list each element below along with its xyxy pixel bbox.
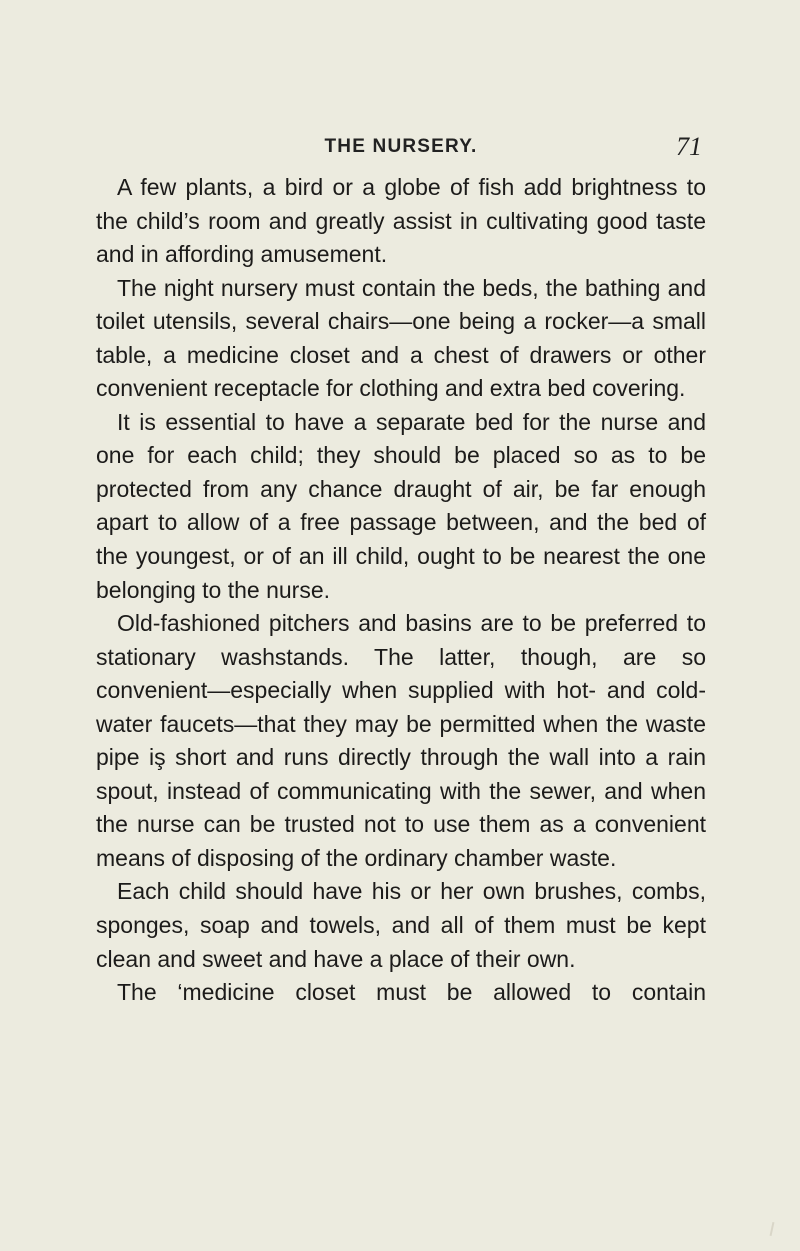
paragraph-night-nursery: The night nursery must contain the beds, the bathing and toilet utensils, several chairs—one being a rocker—a small table, a medicine closet and a chest of drawers or other convenient receptacle for clothing and extra bed covering. [96, 274, 706, 402]
paragraph-brushes: Each child should have his or her own brushes, combs, sponges, soap and towels, and all of them must be kept clean and sweet and have a place of their own. [96, 878, 706, 972]
page-number: 71 [676, 132, 702, 161]
body-text [96, 171, 706, 1010]
paragraph-washstands: Old-fashioned pitchers and basins are to be preferred to stationary washstands. The latter, though, are so convenient—especially when supplied with hot- and cold-water faucets—that they may be permitted when the waste pipe iş short and runs directly through the wall into a rain spout, instead of communicating with the sewer, and when the nurse can be trusted not to use them as a convenient means of disposing of the ordinary chamber waste. [96, 610, 706, 871]
running-head: THE NURSERY. [324, 136, 478, 157]
paragraph-plants: A few plants, a bird or a globe of fish add brightness to the child’s room and greatly assist in cultivating good taste and in affording amusement. [96, 174, 706, 268]
paragraph-separate-beds: It is essential to have a separate bed for the nurse and one for each child; they should be placed so as to be protected from any chance draught of air, be far enough apart to allow of a free passage between, and the bed of the youngest, or of an ill child, ought to be nearest the one belonging to the nurse. [96, 408, 706, 603]
paper-speck [770, 1222, 775, 1236]
paragraph-medicine-closet: The ‘medicine closet must be allowed to contain [117, 979, 706, 1006]
page-header [96, 132, 706, 166]
